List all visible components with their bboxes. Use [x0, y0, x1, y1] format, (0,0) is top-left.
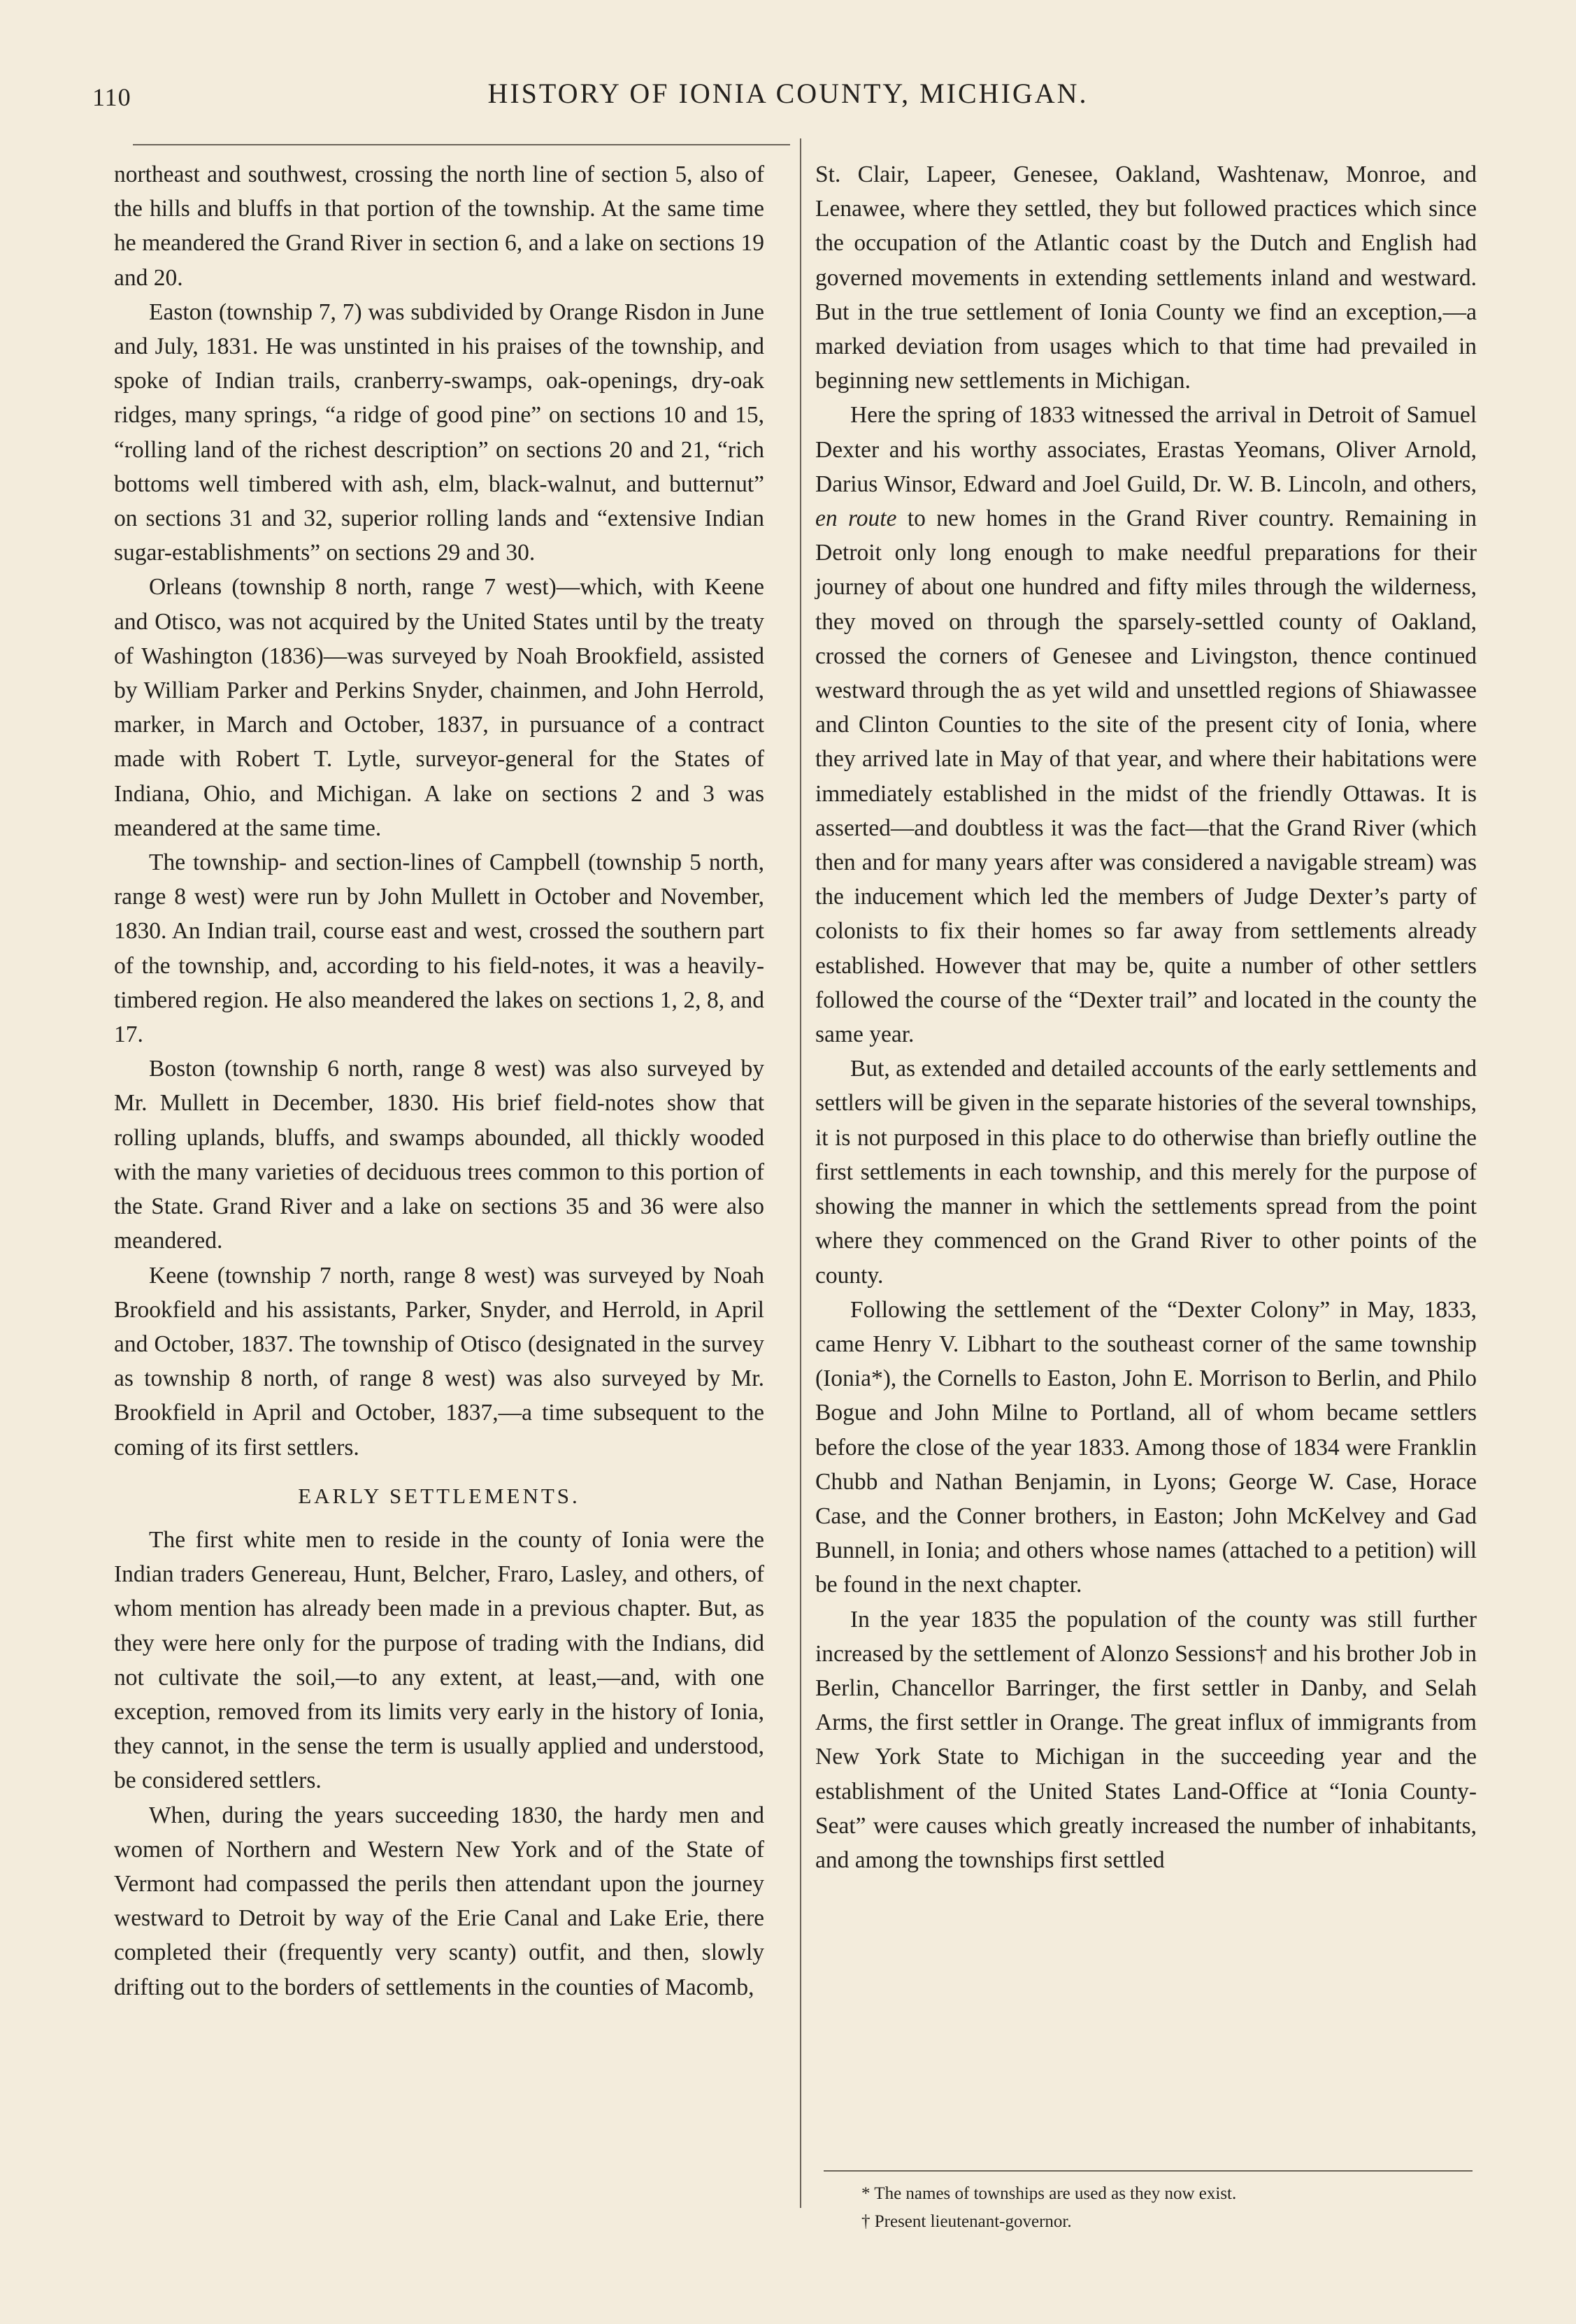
paragraph: Orleans (township 8 north, range 7 west)—which, with Keene and Otisco, was not acquired by the United States until by the treaty of Washington (1836)—was surveyed by Noah Brookfield, assisted by William Parker and Perkins Snyder, chainmen, and John Herrold, marker, in March and October, 1837, in pursuance of a contract made with Robert T. Lytle, surveyor-general for the States of Indiana, Ohio, and Michigan. A lake on sections 2 and 3 was meandered at the same time.: [114, 574, 764, 841]
paragraph: Easton (township 7, 7) was subdivided by Orange Risdon in June and July, 1831. He was unstinted in his praises of the township, and spoke of Indian trails, cranberry-swamps, oak-openings, dry-oak ridges, many springs, “a ridge of good pine” on sections 10 and 15, “rolling land of the richest description” on sections 20 and 21, “rich bottoms well timbered with ash, elm, black-walnut, and butternut” on sections 31 and 32, superior rolling lands and “extensive Indian sugar-establishments” on sections 29 and 30.: [114, 299, 764, 566]
paragraph-text: Here the spring of 1833 witnessed the arrival in Detroit of Samuel Dexter and his worthy associates, Erastas Yeomans, Oliver Arnold, Darius Winsor, Edward and Joel Guild, Dr. W. B. Lincoln, and others,: [815, 402, 1477, 497]
paragraph: The township- and section-lines of Campbell (township 5 north, range 8 west) were run by John Mullett in October and November, 1830. An Indian trail, course east and west, crossed the southern part of the township, and, according to his field-notes, it was a heavily-timbered region. He also meandered the lakes on sections 1, 2, 8, and 17.: [114, 849, 764, 1048]
footnote: * The names of townships are used as they now exist.: [861, 2184, 1237, 2203]
running-head: HISTORY OF IONIA COUNTY, MICHIGAN.: [487, 78, 1089, 109]
paragraph: Keene (township 7 north, range 8 west) was surveyed by Noah Brookfield and his assistants, Parker, Snyder, and Herrold, in April and October, 1837. The township of Otisco (designated in the survey as township 8 north, of range 8 west) was also surveyed by Mr. Brookfield in April and October, 1837,—a time subsequent to the coming of its first settlers.: [114, 1262, 764, 1461]
header-rule: [133, 144, 790, 145]
paragraph-text: to new homes in the Grand River country. Remaining in Detroit only long enough to make needful preparations for their journey of about one hundred and fifty miles through the wilderness, they moved on through the sparsely-settled county of Oakland, crossed the corners of Genesee and Livingston, thence continued westward through the as yet wild and unsettled regions of Shiawassee and Clinton Counties to the site of the present city of Ionia, where they arrived late in May of that year, and where their habitations were immediately established in the midst of the friendly Ottawas. It is asserted—and doubtless it was the fact—that the Grand River (which then and for many years after was considered a navigable stream) was the inducement which led the members of Judge Dexter’s party of colonists to fix their homes so far away from settlements already established. However that may be, quite a number of other settlers followed the course of the “Dexter trail” and located in the county the same year.: [815, 505, 1477, 1048]
paragraph: northeast and southwest, crossing the north line of section 5, also of the hills and bluffs in that portion of the township. At the same time he meandered the Grand River in section 6, and a lake on sections 19 and 20.: [114, 162, 764, 291]
paragraph: The first white men to reside in the county of Ionia were the Indian traders Genereau, Hunt, Belcher, Fraro, Lasley, and others, of whom mention has already been made in a previous chapter. But, as they were here only for the purpose of trading with the Indians, did not cultivate the soil,—to any extent, at least,—and, with one exception, removed from its limits very early in the history of Ionia, they cannot, in the sense the term is usually applied and understood, be considered settlers.: [114, 1526, 764, 1794]
paragraph: In the year 1835 the population of the county was still further increased by the settlement of Alonzo Sessions† and his brother Job in Berlin, Chancellor Barringer, the first settler in Danby, and Selah Arms, the first settler in Orange. The great influx of immigrants from New York State to Michigan in the succeeding year and the establishment of the United States Land-Office at “Ionia County-Seat” were causes which greatly increased the number of inhabitants, and among the townships first settled: [815, 1606, 1477, 1873]
paragraph: Boston (township 6 north, range 8 west) was also surveyed by Mr. Mullett in December, 1830. His brief field-notes show that rolling uplands, bluffs, and swamps abounded, all thickly wooded with the many varieties of deciduous trees common to this portion of the State. Grand River and a lake on sections 35 and 36 were also meandered.: [114, 1056, 764, 1254]
paragraph: [815, 398, 1477, 1052]
paragraph: Following the settlement of the “Dexter Colony” in May, 1833, came Henry V. Libhart to the southeast corner of the same township (Ionia*), the Cornells to Easton, John E. Morrison to Berlin, and Philo Bogue and John Milne to Portland, all of whom became settlers before the close of the year 1833. Among those of 1834 were Franklin Chubb and Nathan Benjamin, in Lyons; George W. Case, Horace Case, and the Conner brothers, in Easton; John McKelvey and Gad Bunnell, in Ionia; and others whose names (attached to a petition) will be found in the next chapter.: [815, 1296, 1477, 1598]
paragraph: But, as extended and detailed accounts of the early settlements and settlers will be given in the separate histories of the several townships, it is not purposed in this place to do otherwise than briefly outline the first settlements in each township, and this merely for the purpose of showing the manner in which the settlements spread from the point where they commenced on the Grand River to other points of the county.: [815, 1056, 1477, 1289]
page-number: 110: [92, 83, 131, 111]
footnote: † Present lieutenant-governor.: [861, 2212, 1072, 2231]
italic-phrase: en route: [815, 505, 897, 532]
column-divider: [800, 138, 801, 2208]
section-heading: EARLY SETTLEMENTS.: [298, 1483, 580, 1508]
right-column: [815, 157, 1477, 1877]
paragraph: St. Clair, Lapeer, Genesee, Oakland, Washtenaw, Monroe, and Lenawee, where they settled, they but followed practices which since the occupation of the Atlantic coast by the Dutch and English had governed movements in extending settlements inland and westward. But in the true settlement of Ionia County we find an exception,—a marked deviation from usages which to that time had prevailed in beginning new settlements in Michigan.: [815, 162, 1477, 394]
paragraph: When, during the years succeeding 1830, the hardy men and women of Northern and Western New York and of the State of Vermont had compassed the perils then attendant upon the journey westward to Detroit by way of the Erie Canal and Lake Erie, there completed their (frequently very scanty) outfit, and then, slowly drifting out to the borders of settlements in the counties of Macomb,: [114, 1802, 764, 2000]
footnote-rule: [824, 2170, 1473, 2172]
footnotes: [861, 2180, 1463, 2236]
left-column: [114, 157, 764, 2004]
